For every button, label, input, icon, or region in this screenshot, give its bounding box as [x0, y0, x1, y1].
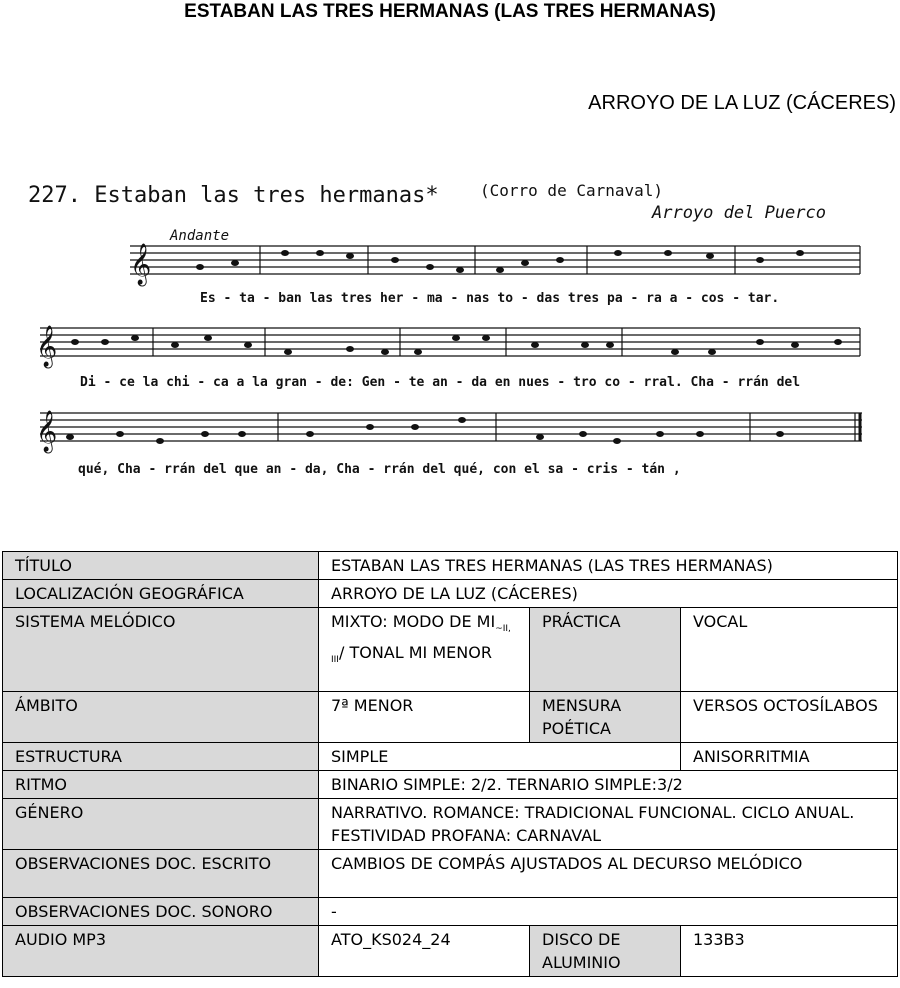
metadata-table [2, 551, 898, 977]
table-row [3, 743, 898, 771]
treble-clef-icon: 𝄞 [36, 411, 58, 452]
table-row [3, 552, 898, 580]
mensura-label: MENSURA POÉTICA [530, 692, 681, 743]
lyrics-line-2: Di - ce la chi - ca a la gran - de: Gen - te an - da en nues - tro co - rral. Cha - rrán del [80, 375, 801, 390]
ambito-value: 7ª MENOR [319, 692, 530, 743]
lyrics-line-1: Es - ta - ban las tres her - ma - nas to - das tres pa - ra a - cos - tar. [200, 291, 780, 306]
treble-clef-icon: 𝄞 [130, 244, 152, 285]
table-row [3, 580, 898, 608]
table-row [3, 850, 898, 898]
localizacion-label: LOCALIZACIÓN GEOGRÁFICA [3, 580, 319, 608]
ritmo-value: BINARIO SIMPLE: 2/2. TERNARIO SIMPLE:3/2 [319, 771, 898, 799]
staff-2 [40, 328, 860, 356]
music-score [20, 168, 880, 508]
page-title: ESTABAN LAS TRES HERMANAS (LAS TRES HERMANAS) [184, 1, 716, 22]
localizacion-value: ARROYO DE LA LUZ (CÁCERES) [319, 580, 898, 608]
disco-label: DISCO DE ALUMINIO [530, 926, 681, 977]
table-row [3, 898, 898, 926]
obs-sonoro-value: - [319, 898, 898, 926]
table-row [3, 771, 898, 799]
table-row [3, 608, 898, 692]
practica-value: VOCAL [681, 608, 898, 692]
lyrics-line-3: qué, Cha - rrán del que an - da, Cha - rrán del qué, con el sa - cris - tán , [78, 462, 681, 477]
treble-clef-icon: 𝄞 [36, 326, 58, 367]
table-row [3, 799, 898, 850]
estructura-label: ESTRUCTURA [3, 743, 319, 771]
audio-value: ATO_KS024_24 [319, 926, 530, 977]
staff-1 [130, 246, 860, 274]
obs-sonoro-label: OBSERVACIONES DOC. SONORO [3, 898, 319, 926]
practica-label: PRÁCTICA [530, 608, 681, 692]
genero-label: GÉNERO [3, 799, 319, 850]
titulo-label: TÍTULO [3, 552, 319, 580]
audio-label: AUDIO MP3 [3, 926, 319, 977]
location-heading: ARROYO DE LA LUZ (CÁCERES) [588, 92, 896, 114]
ambito-label: ÁMBITO [3, 692, 319, 743]
obs-escrito-label: OBSERVACIONES DOC. ESCRITO [3, 850, 319, 898]
tempo-marking: Andante [170, 228, 230, 244]
obs-escrito-value: CAMBIOS DE COMPÁS AJUSTADOS AL DECURSO MELÓDICO [319, 850, 898, 898]
mensura-value: VERSOS OCTOSÍLABOS [681, 692, 898, 743]
table-row [3, 926, 898, 977]
estructura-value: SIMPLE [319, 743, 681, 771]
notes-2 [71, 335, 842, 355]
sistema-value: MIXTO: MODO DE $MI_{\sim II, III}/$ TONAL MI MENOR [319, 608, 530, 692]
genero-value: NARRATIVO. ROMANCE: TRADICIONAL FUNCIONAL. CICLO ANUAL. FESTIVIDAD PROFANA: CARNAVAL [319, 799, 898, 850]
ritmo-label: RITMO [3, 771, 319, 799]
table-row [3, 692, 898, 743]
disco-value: 133B3 [681, 926, 898, 977]
score-title: 227. Estaban las tres hermanas* [28, 183, 439, 208]
estructura-extra: ANISORRITMIA [681, 743, 898, 771]
staff-3 [40, 413, 862, 441]
score-subtitle: (Corro de Carnaval) [480, 181, 664, 200]
titulo-value: ESTABAN LAS TRES HERMANAS (LAS TRES HERMANAS) [319, 552, 898, 580]
notes-3 [66, 417, 784, 444]
sistema-label: SISTEMA MELÓDICO [3, 608, 319, 692]
score-origin: Arroyo del Puerco [652, 203, 826, 223]
